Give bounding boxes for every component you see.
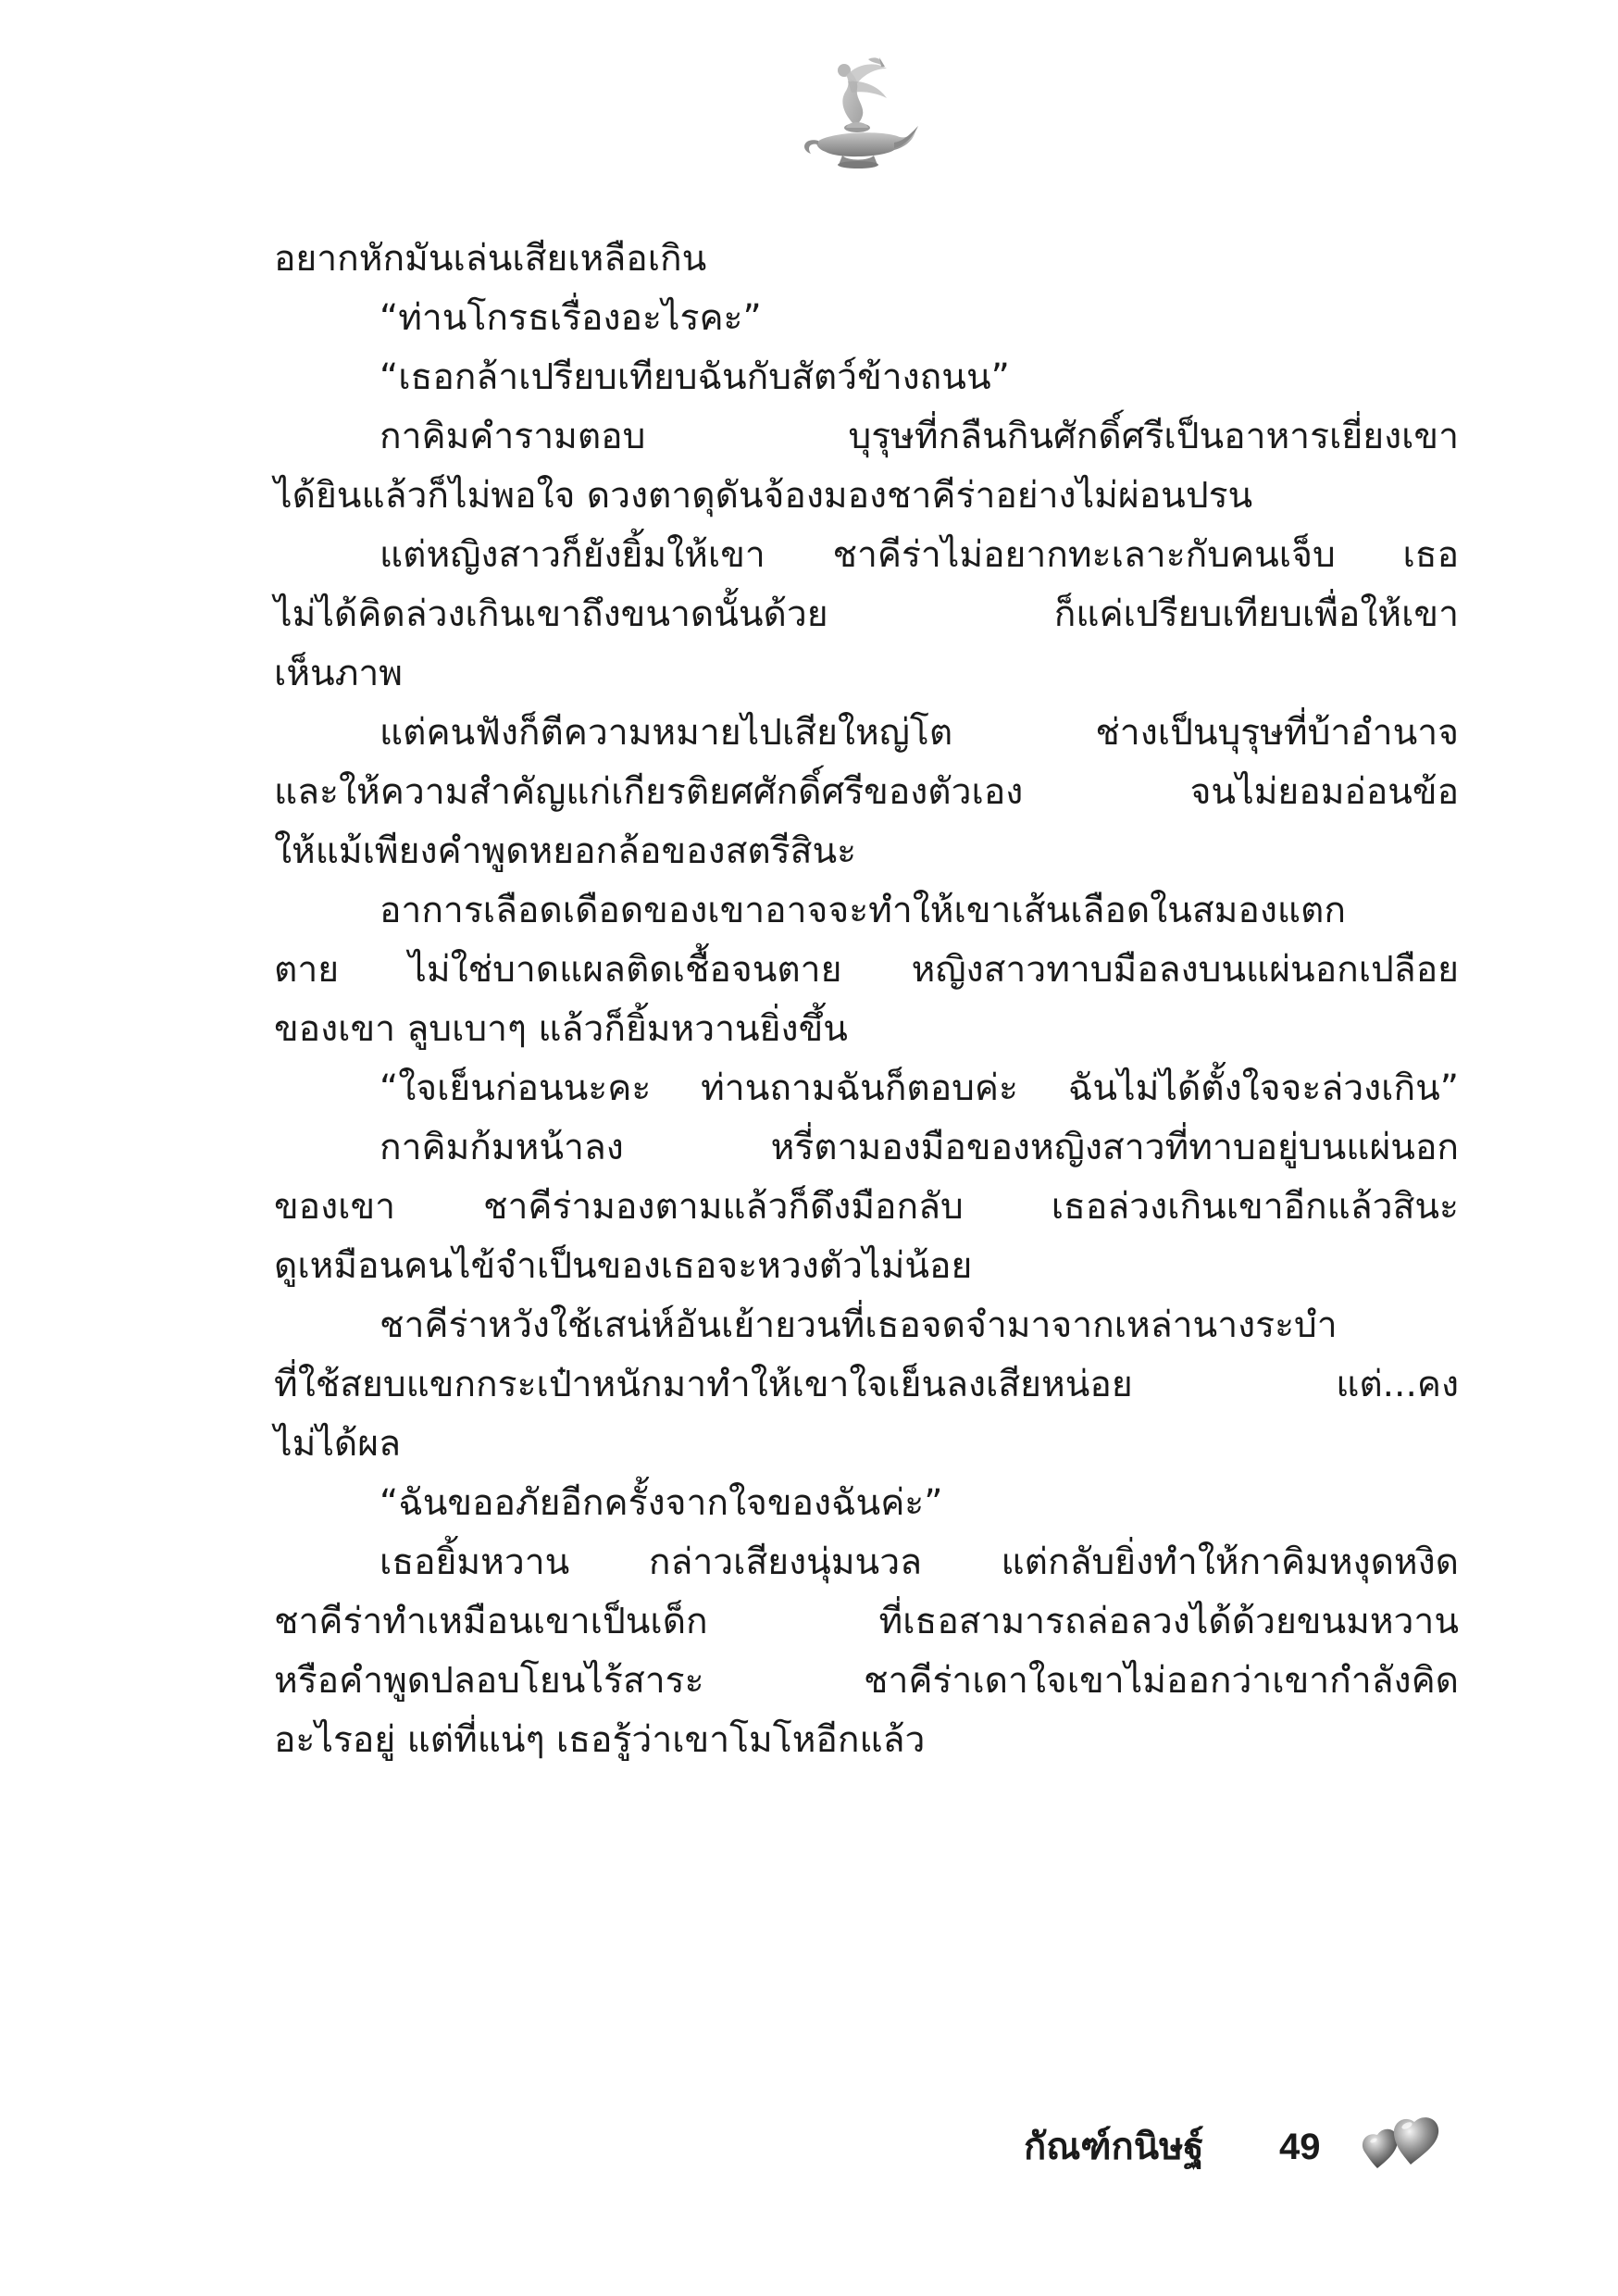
book-title: กัณฑ์กนิษฐ์ — [1024, 2126, 1204, 2168]
text-line: ดูเหมือนคนไข้จำเป็นของเธอจะหวงตัวไม่น้อย — [274, 1245, 973, 1287]
text-line: และให้ความสำคัญแก่เกียรติยศศักดิ์ศรีของตัวเอง จนไม่ยอมอ่อนข้อ — [274, 771, 1459, 813]
text-line: อะไรอยู่ แต่ที่แน่ๆ เธอรู้ว่าเขาโมโหอีกแล้ว — [274, 1719, 926, 1761]
hearts-icon — [1357, 2109, 1446, 2183]
text-line: ของเขา ลูบเบาๆ แล้วก็ยิ้มหวานยิ่งขึ้น — [274, 1008, 848, 1050]
page-number: 49 — [1279, 2127, 1321, 2167]
text-line: อาการเลือดเดือดของเขาอาจจะทำให้เขาเส้นเลือดในสมองแตก — [380, 890, 1346, 931]
text-line: “ใจเย็นก่อนนะคะ ท่านถามฉันก็ตอบค่ะ ฉันไม่ได้ตั้งใจจะล่วงเกิน” — [380, 1067, 1459, 1109]
text-line: กาคิมคำรามตอบ บุรุษที่กลืนกินศักดิ์ศรีเป็นอาหารเยี่ยงเขา — [380, 416, 1459, 457]
text-line: หรือคำพูดปลอบโยนไร้สาระ ชาคีร่าเดาใจเขาไม่ออกว่าเขากำลังคิด — [274, 1660, 1459, 1702]
text-line: ของเขา ชาคีร่ามองตามแล้วก็ดึงมือกลับ เธอล่วงเกินเขาอีกแล้วสินะ — [274, 1186, 1459, 1228]
text-line: อยากหักมันเล่นเสียเหลือเกิน — [274, 238, 707, 280]
text-line: แต่คนฟังก็ตีความหมายไปเสียใหญ่โต ช่างเป็นบุรุษที่บ้าอำนาจ — [380, 712, 1459, 754]
text-line: ให้แม้เพียงคำพูดหยอกล้อของสตรีสินะ — [274, 830, 857, 872]
text-line: ไม่ได้คิดล่วงเกินเขาถึงขนาดนั้นด้วย ก็แค่เปรียบเทียบเพื่อให้เขา — [274, 593, 1459, 635]
body-text — [274, 230, 1459, 1770]
text-line: ไม่ได้ผล — [274, 1423, 402, 1465]
text-line: “ฉันขออภัยอีกครั้งจากใจของฉันค่ะ” — [380, 1482, 943, 1524]
text-line: ที่ใช้สยบแขกกระเป๋าหนักมาทำให้เขาใจเย็นลงเสียหน่อย แต่...คง — [274, 1364, 1459, 1405]
text-line: ชาคีร่าทำเหมือนเขาเป็นเด็ก ที่เธอสามารถล่อลวงได้ด้วยขนมหวาน — [274, 1601, 1459, 1642]
genie-lamp-icon — [790, 54, 920, 172]
text-line: เห็นภาพ — [274, 653, 404, 694]
text-line: กาคิมก้มหน้าลง หรี่ตามองมือของหญิงสาวที่ทาบอยู่บนแผ่นอก — [380, 1127, 1459, 1168]
text-line: ได้ยินแล้วก็ไม่พอใจ ดวงตาดุดันจ้องมองชาคีร่าอย่างไม่ผ่อนปรน — [274, 475, 1253, 517]
text-line: เธอยิ้มหวาน กล่าวเสียงนุ่มนวล แต่กลับยิ่งทำให้กาคิมหงุดหงิด — [380, 1541, 1459, 1583]
text-line: “ท่านโกรธเรื่องอะไรคะ” — [380, 297, 762, 339]
text-line: ตาย ไม่ใช่บาดแผลติดเชื้อจนตาย หญิงสาวทาบมือลงบนแผ่นอกเปลือย — [274, 949, 1459, 991]
text-line: ชาคีร่าหวังใช้เสน่ห์อันเย้ายวนที่เธอจดจำมาจากเหล่านางระบำ — [380, 1304, 1338, 1346]
page-footer — [1000, 2100, 1425, 2192]
text-line: แต่หญิงสาวก็ยังยิ้มให้เขา ชาคีร่าไม่อยากทะเลาะกับคนเจ็บ เธอ — [380, 534, 1459, 576]
text-line: “เธอกล้าเปรียบเทียบฉันกับสัตว์ข้างถนน” — [380, 356, 1010, 398]
